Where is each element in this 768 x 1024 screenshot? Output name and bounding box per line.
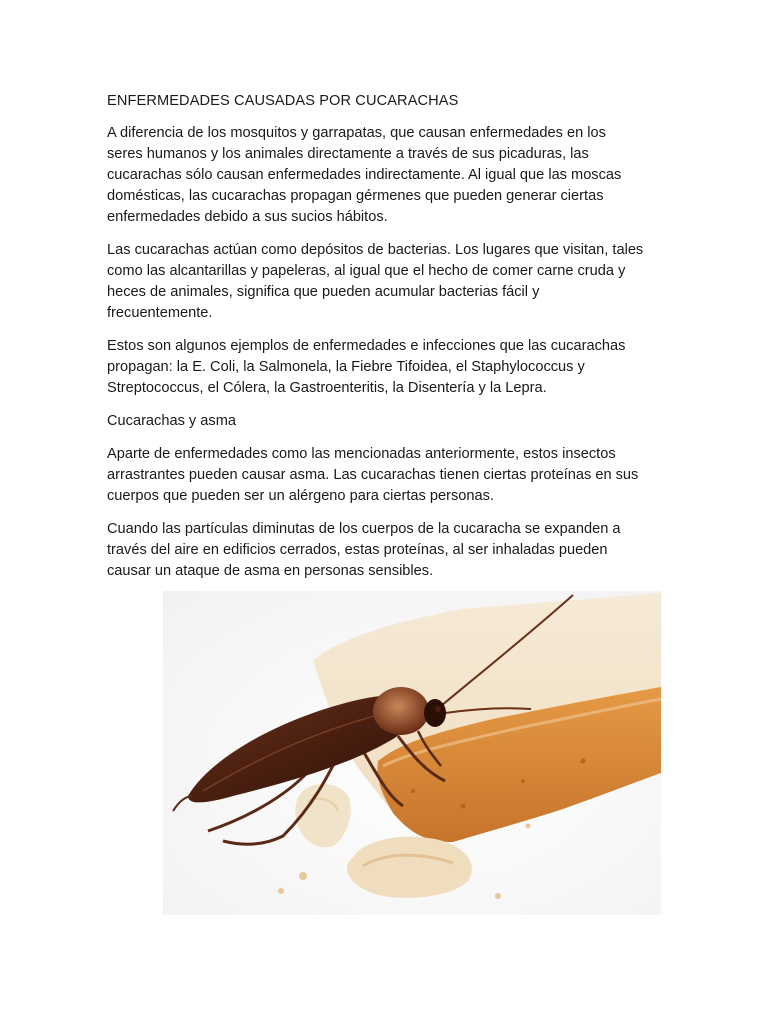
paragraph-line: enfermedades debido a sus sucios hábitos. bbox=[107, 209, 388, 225]
paragraph-line: Las cucarachas actúan como depósitos de bacterias. Los lugares que visitan, tales bbox=[107, 242, 644, 258]
paragraph-5 bbox=[107, 444, 667, 507]
paragraph-line: arrastrantes pueden causar asma. Las cucarachas tienen ciertas proteínas en sus bbox=[107, 467, 639, 483]
paragraph-1 bbox=[107, 123, 667, 228]
paragraph-line: causar un ataque de asma en personas sensibles. bbox=[107, 563, 434, 579]
paragraph-line: Aparte de enfermedades como las mencionadas anteriormente, estos insectos bbox=[107, 446, 616, 462]
paragraph-line: domésticas, las cucarachas propagan gérmenes que pueden generar ciertas bbox=[107, 188, 604, 204]
document-title: ENFERMEDADES CAUSADAS POR CUCARACHAS bbox=[107, 93, 459, 109]
paragraph-line: cucarachas sólo causan enfermedades indirectamente. Al igual que las moscas bbox=[107, 167, 622, 183]
paragraph-line: propagan: la E. Coli, la Salmonela, la Fiebre Tifoidea, el Staphylococcus y bbox=[107, 359, 585, 375]
paragraph-line: través del aire en edificios cerrados, estas proteínas, al ser inhaladas pueden bbox=[107, 542, 608, 558]
paragraph-line: Streptococcus, el Cólera, la Gastroenteritis, la Disentería y la Lepra. bbox=[107, 380, 547, 396]
paragraph-line: heces de animales, significa que pueden acumular bacterias fácil y bbox=[107, 284, 540, 300]
document-content bbox=[107, 92, 667, 594]
paragraph-6 bbox=[107, 519, 667, 582]
paragraph-line: seres humanos y los animales directamente a través de sus picaduras, las bbox=[107, 146, 589, 162]
paragraph-line: Cucarachas y asma bbox=[107, 413, 236, 429]
cockroach-on-bread-image bbox=[163, 591, 661, 915]
section-heading-asma bbox=[107, 411, 667, 432]
paragraph-2 bbox=[107, 240, 667, 324]
paragraph-line: Cuando las partículas diminutas de los cuerpos de la cucaracha se expanden a bbox=[107, 521, 621, 537]
paragraph-3 bbox=[107, 336, 667, 399]
paragraph-line: como las alcantarillas y papeleras, al igual que el hecho de comer carne cruda y bbox=[107, 263, 626, 279]
paragraph-line: cuerpos que pueden ser un alérgeno para ciertas personas. bbox=[107, 488, 494, 504]
paragraph-line: frecuentemente. bbox=[107, 305, 213, 321]
paragraph-line: Estos son algunos ejemplos de enfermedades e infecciones que las cucarachas bbox=[107, 338, 626, 354]
paragraph-line: A diferencia de los mosquitos y garrapatas, que causan enfermedades en los bbox=[107, 125, 606, 141]
